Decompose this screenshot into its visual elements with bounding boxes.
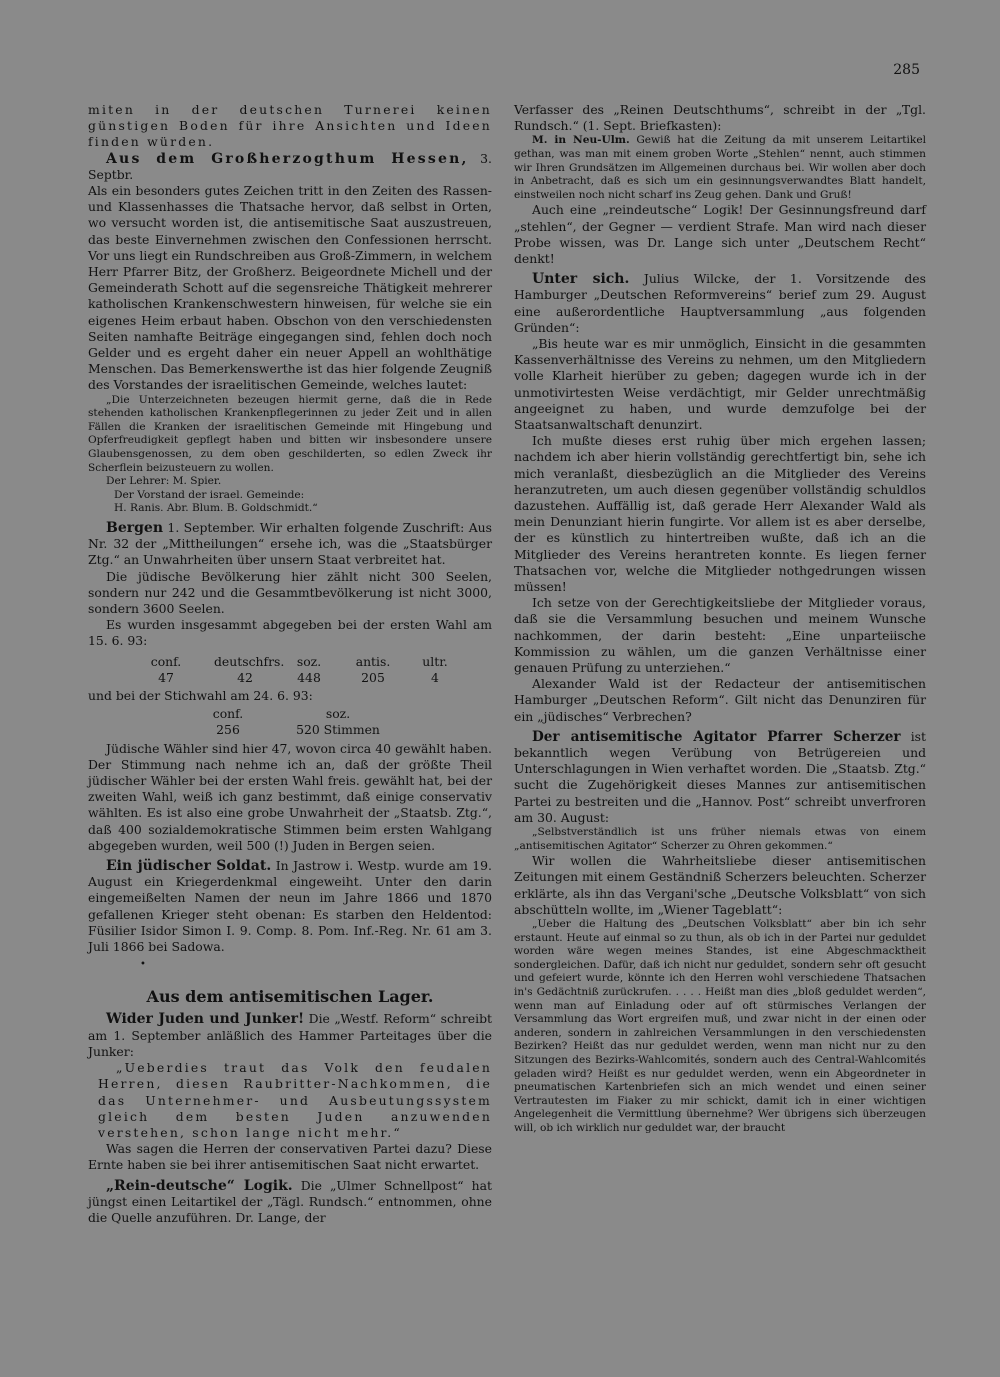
paragraph: Auch eine „reindeutsche“ Logik! Der Gesinnungsfreund darf „stehlen“, der Gegner — verdient Strafe. Man wird nach dieser Probe wissen, was Dr. Lange sich unter „Deutschem Recht“ denkt! <box>514 202 926 266</box>
paragraph <box>514 729 926 826</box>
table-header-cell: ultr. <box>422 653 448 669</box>
table-header-cell: conf. <box>150 653 182 669</box>
paragraph <box>88 858 492 955</box>
table-cell: 4 <box>431 669 439 685</box>
right-column <box>514 102 926 1136</box>
signature-line: Der Lehrer: M. Spier. <box>106 475 222 488</box>
election-table-first-round <box>118 654 492 686</box>
table-header-cell: conf. <box>212 706 244 722</box>
article-heading: Aus dem Großherzogthum Hessen, <box>106 150 469 167</box>
article-heading: Der antisemitische Agitator Pfarrer Scherzer <box>532 728 901 745</box>
article-body: Die „Westf. Reform“ schreibt am 1. September anläßlich des Hammer Parteitages über die Junker: <box>88 1011 492 1059</box>
left-column <box>88 102 492 1226</box>
table-cell: 256 <box>216 722 240 738</box>
signature-line: Der Vorstand der israel. Gemeinde: <box>114 488 305 501</box>
article-body: In Jastrow i. Westp. wurde am 19. August ein Kriegerdenkmal eingeweiht. Unter den darin eingemeißelten Namen der neun im Jahre 1866 und 1870 gefallenen Krieger steht obenan: Es starben den Heldentod: Füsilier Isidor Simon I. 9. Comp. 8. Pom. Inf.-Reg. Nr. 61 am 3. Juli 1866 bei Sadowa. <box>88 858 492 955</box>
paragraph: Was sagen die Herren der conservativen Partei dazu? Diese Ernte haben sie bei ihrer antisemitischen Saat nicht erwartet. <box>88 1141 492 1173</box>
article-body: Julius Wilcke, der 1. Vorsitzende des Hamburger „Deutschen Reformvereins“ berief zum 29. August eine außerordentliche Hauptversammlung „aus folgenden Gründen“: <box>514 271 926 335</box>
quote-block: „Selbstverständlich ist uns früher niemals etwas von einem „antisemitischen Agitator“ Scherzer zu Ohren gekommen.“ <box>514 826 926 852</box>
signature-line: H. Ranis. Abr. Blum. B. Goldschmidt.“ <box>114 502 318 515</box>
quote-block: „Ueber die Haltung des „Deutschen Volksblatt“ aber bin ich sehr erstaunt. Heute auf einmal so zu thun, als ob ich in der Partei nur geduldet worden wäre wegen meines Standes, ist eine Abgeschmacktheit sondergleichen. Dafür, daß ich nicht nur geduldet, sondern sehr oft gesucht und gefeiert wurde, könnte ich den Herren wohl verschiedene Thatsachen in's Gedächtniß zurückrufen. . . . . Heißt man dies „bloß geduldet werden“, wenn man auf Einladung oder auf oft stürmisches Verlangen der Versammlung das Wort ergreifen muß, und zwar nicht in der einen oder anderen, sondern in zahlreichen Versammlungen in den verschiedensten Bezirken? Heißt das nur geduldet werden, wenn man nicht nur zu den Sitzungen des Bezirks-Wahlcomités, sondern auch des Central-Wahlcomités geladen wird? Heißt es nur geduldet werden, wenn ein Abgeordneter in pneumatischen Kartenbriefen sich an mich wendet und einen seiner Vertrautesten im Fiaker zu mir schickt, damit ich in einer wichtigen Angelegenheit die Vermittlung übernehme? Wer übrigens sich überzeugen will, ob ich wirklich nur geduldet war, der braucht <box>514 918 926 1134</box>
paragraph <box>514 271 926 336</box>
paragraph <box>88 151 492 183</box>
quote-block: „Ueberdies traut das Volk den feudalen Herren, diesen Raubritter-Nachkommen, die das Unternehmer- und Ausbeutungssystem gleich dem besten Juden anzuwenden verstehen, schon lange nicht mehr.“ <box>98 1060 492 1140</box>
letter-body: Gewiß hat die Zeitung da mit unserem Leitartikel gethan, was man mit einem groben Worte „Stehlen“ nennt, auch stimmen wir Ihren Grundsätzen im Allgemeinen durchaus bei. Wir wollen aber doch in Anbetracht, daß es sich um ein gesinnungsverwandtes Blatt handelt, einstweilen noch nicht scharf ins Zeug gehen. Dank und Gruß! <box>514 134 927 201</box>
paragraph <box>88 1178 492 1227</box>
quote-paragraph: Ich setze von der Gerechtigkeitsliebe der Mitglieder voraus, daß sie die Versammlung besuchen und meinem Wunsche nachkommen, der darin besteht: „Eine unparteiische Kommission zu wählen, um die ganzen Verhältnisse einer genauen Prüfung zu unterziehen.“ <box>514 595 926 676</box>
table-header-cell: deutschfrs. <box>214 653 285 669</box>
paragraph <box>88 1011 492 1060</box>
paragraph: Jüdische Wähler sind hier 47, wovon circa 40 gewählt haben. Der Stimmung nach nehme ich an, daß der größte Theil jüdischer Wähler bei der ersten Wahl freis. gewählt hat, bei der zweiten Wahl, weiß ich ganz bestimmt, daß einige conservativ wählten. Es ist also eine grobe Unwahrheit der „Staatsb. Ztg.“, daß 400 sozialdemokratische Stimmen beim ersten Wahlgang abgegeben wurden, weil 500 (!) Juden in Bergen seien. <box>88 740 492 853</box>
article-body: Die „Ulmer Schnellpost“ hat jüngst einen Leitartikel der „Tägl. Rundsch.“ entnommen, ohne die Quelle anzuführen. Dr. Lange, der <box>88 1177 493 1225</box>
quote-paragraph: Ich mußte dieses erst ruhig über mich ergehen lassen; nachdem ich aber hierin vollständig gerechtfertigt bin, sehe ich mich veranlaßt, diesbezüglich an die Mitglieder des Vereins heranzutreten, um auch diesen gegenüber vollständig schuldlos dazustehen. Auffällig ist, daß gerade Herr Alexander Wald als mein Denunziant hierin fungirte. Vor allem ist es aber derselbe, der es künstlich zu hintertreiben wußte, daß ich an die Mitglieder des Vereins herantreten konnte. Es liegen ferner Thatsachen vor, welche die Mitglieder nothgedrungen wissen müssen! <box>514 433 926 595</box>
section-heading: Aus dem antisemitischen Lager. <box>146 987 434 1007</box>
table-cell: 448 <box>297 669 321 685</box>
paragraph <box>88 520 492 569</box>
paragraph: Die jüdische Bevölkerung hier zählt nicht 300 Seelen, sondern nur 242 und die Gesammtbevölkerung ist nicht 3000, sondern 3600 Seelen. <box>88 568 492 617</box>
article-heading: Bergen <box>106 520 163 536</box>
paragraph: Wir wollen die Wahrheitsliebe dieser antisemitischen Zeitungen mit einem Geständniß Scherzers beleuchten. Scherzer erklärte, als ihn das Vergani'sche „Deutsche Volksblatt“ von sich abschütteln wollte, im „Wiener Tageblatt“: <box>514 853 926 917</box>
table-cell: 42 <box>237 669 253 685</box>
paragraph: Als ein besonders gutes Zeichen tritt in den Zeiten des Rassen- und Klassenhasses die Thatsache hervor, daß selbst in Orten, wo versucht worden ist, die antisemitische Saat auszustreuen, das beste Einvernehmen zwischen den Confessionen herrscht. Vor uns liegt ein Rundschreiben aus Groß-Zimmern, in welchem Herr Pfarrer Bitz, der Großherz. Beigeordnete Michell und der Gemeinderath Schott auf die segensreiche Thätigkeit mehrerer katholischen Krankenschwestern hinweisen, für welche sie ein eigenes Heim erbaut haben. Obschon von den verschiedensten Seiten namhafte Beiträge eingegangen sind, fehlen doch noch Gelder und es ergeht daher ein neuer Appell an wohlthätige Menschen. Das Bemerkenswerthe ist das hier folgende Zeugniß des Vorstandes der israelitischen Gemeinde, welches lautet: <box>88 183 492 393</box>
table-header-cell: soz. <box>296 653 322 669</box>
article-body: 1. September. Wir erhalten folgende Zuschrift: Aus Nr. 32 der „Mittheilungen“ ersehe ich, was die „Staatsbürger Ztg.“ an Unwahrheiten über unsern Staat verbreitet hat. <box>88 520 492 568</box>
table-header-cell: antis. <box>355 653 391 669</box>
article-dateline: 3. Septbr. <box>88 150 492 182</box>
quote-paragraph: „Bis heute war es mir unmöglich, Einsicht in die gesammten Kassenverhältnisse des Vereins zu nehmen, um den Mitgliedern volle Klarheit hierüber zu geben; dagegen wurde ich in der unmotivirtesten Weise verdächtigt, mir Gelder unrechtmäßig angeeignet zu haben, und wurde demzufolge bei der Staatsanwaltschaft denunzirt. <box>514 336 926 433</box>
separator-dot: • <box>140 959 146 971</box>
table-header-cell: soz. <box>325 706 351 722</box>
quote-block: „Die Unterzeichneten bezeugen hiermit gerne, daß die in Rede stehenden katholischen Krankenpflegerinnen zu jeder Zeit und in allen Fällen die Kranken der israelitischen Gemeinde mit Hingebung und Opferfreudigkeit gepflegt haben und bitten wir insbesondere unsere Glaubensgenossen, zu dem oben geschilderten, so edlen Zweck ihr Scherflein beizusteuern zu wollen. <box>88 393 492 474</box>
article-heading: „Rein-deutsche“ Logik. <box>106 1177 293 1194</box>
paragraph: Es wurden insgesammt abgegeben bei der ersten Wahl am 15. 6. 93: <box>88 617 492 649</box>
page-number: 285 <box>893 62 920 78</box>
quote-block <box>514 134 926 202</box>
paragraph: Alexander Wald ist der Redacteur der antisemitischen Hamburger „Deutschen Reform“. Gilt nicht das Denunziren für ein „jüdisches“ Verbrechen? <box>514 676 926 724</box>
article-heading: Unter sich. <box>532 271 630 288</box>
table-cell: 520 Stimmen <box>296 722 380 738</box>
table-cell: 47 <box>158 669 174 685</box>
paragraph: Verfasser des „Reinen Deutschthums“, schreibt in der „Tgl. Rundsch.“ (1. Sept. Briefkasten): <box>514 102 926 134</box>
table-cell: 205 <box>361 669 385 685</box>
article-heading: Ein jüdischer Soldat. <box>106 858 272 875</box>
article-body: ist bekanntlich wegen Verübung von Betrügereien und Unterschlagungen in Wien verhaftet worden. Die „Staatsb. Ztg.“ sucht die Zugehörigkeit dieses Mannes zur antisemitischen Partei zu bestreiten und die „Hannov. Post“ schreibt unverfroren am 30. August: <box>514 728 926 825</box>
election-table-runoff <box>198 706 492 738</box>
article-heading: Wider Juden und Junker! <box>106 1011 305 1028</box>
paragraph: und bei der Stichwahl am 24. 6. 93: <box>88 688 313 704</box>
paragraph: miten in der deutschen Turnerei keinen günstigen Boden für ihre Ansichten und Ideen finden würden. <box>88 102 492 150</box>
letter-addressee: M. in Neu-Ulm. <box>532 134 630 147</box>
